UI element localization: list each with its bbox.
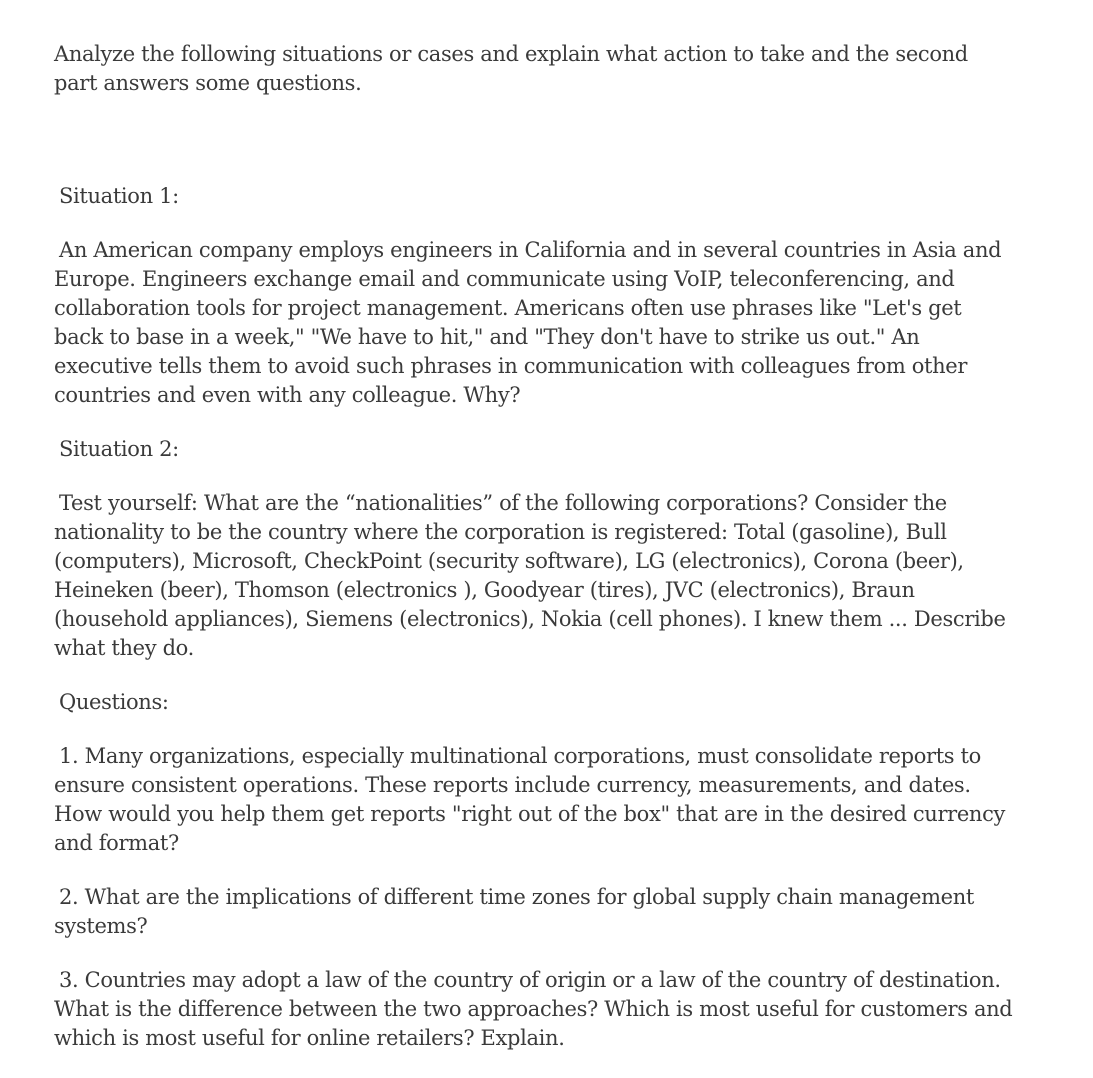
situation-2-text: Test yourself: What are the “nationalities” of the following corporations? Consider the nationality to be the country where the corporation is registered: Total (gasoline), Bull (computers), Microsoft, CheckPoint (security software), LG (electronics), Corona (beer), Heineken (beer), Thomson (electronics ), Goodyear (tires), JVC (electronics), Braun (household appliances), Siemens (electronics), Nokia (cell phones). I knew them ... Describe what they do. — [54, 491, 1006, 660]
situation-1-heading: Situation 1: — [59, 184, 179, 208]
intro-paragraph: Analyze the following situations or cases and explain what action to take and the second part answers some questions. — [54, 42, 968, 95]
question-1: 1. Many organizations, especially multinational corporations, must consolidate reports to ensure consistent operations. These reports include currency, measurements, and dates. How would you help them get reports "right out of the box" that are in the desired currency and format? — [54, 744, 1006, 855]
situation-2-heading: Situation 2: — [59, 437, 179, 461]
situation-1-text: An American company employs engineers in California and in several countries in Asia and Europe. Engineers exchange email and communicate using VoIP, teleconferencing, and collaboration tools for project management. Americans often use phrases like "Let's get back to base in a week," "We have to hit," and "They don't have to strike us out." An executive tells them to avoid such phrases in communication with colleagues from other countries and even with any colleague. Why? — [54, 238, 1002, 407]
question-3: 3. Countries may adopt a law of the country of origin or a law of the country of destination. What is the difference between the two approaches? Which is most useful for customers and which is most useful for online retailers? Explain. — [54, 968, 1013, 1050]
document-body — [54, 40, 1014, 1078]
questions-heading: Questions: — [59, 690, 169, 714]
question-2: 2. What are the implications of different time zones for global supply chain management systems? — [54, 885, 975, 938]
